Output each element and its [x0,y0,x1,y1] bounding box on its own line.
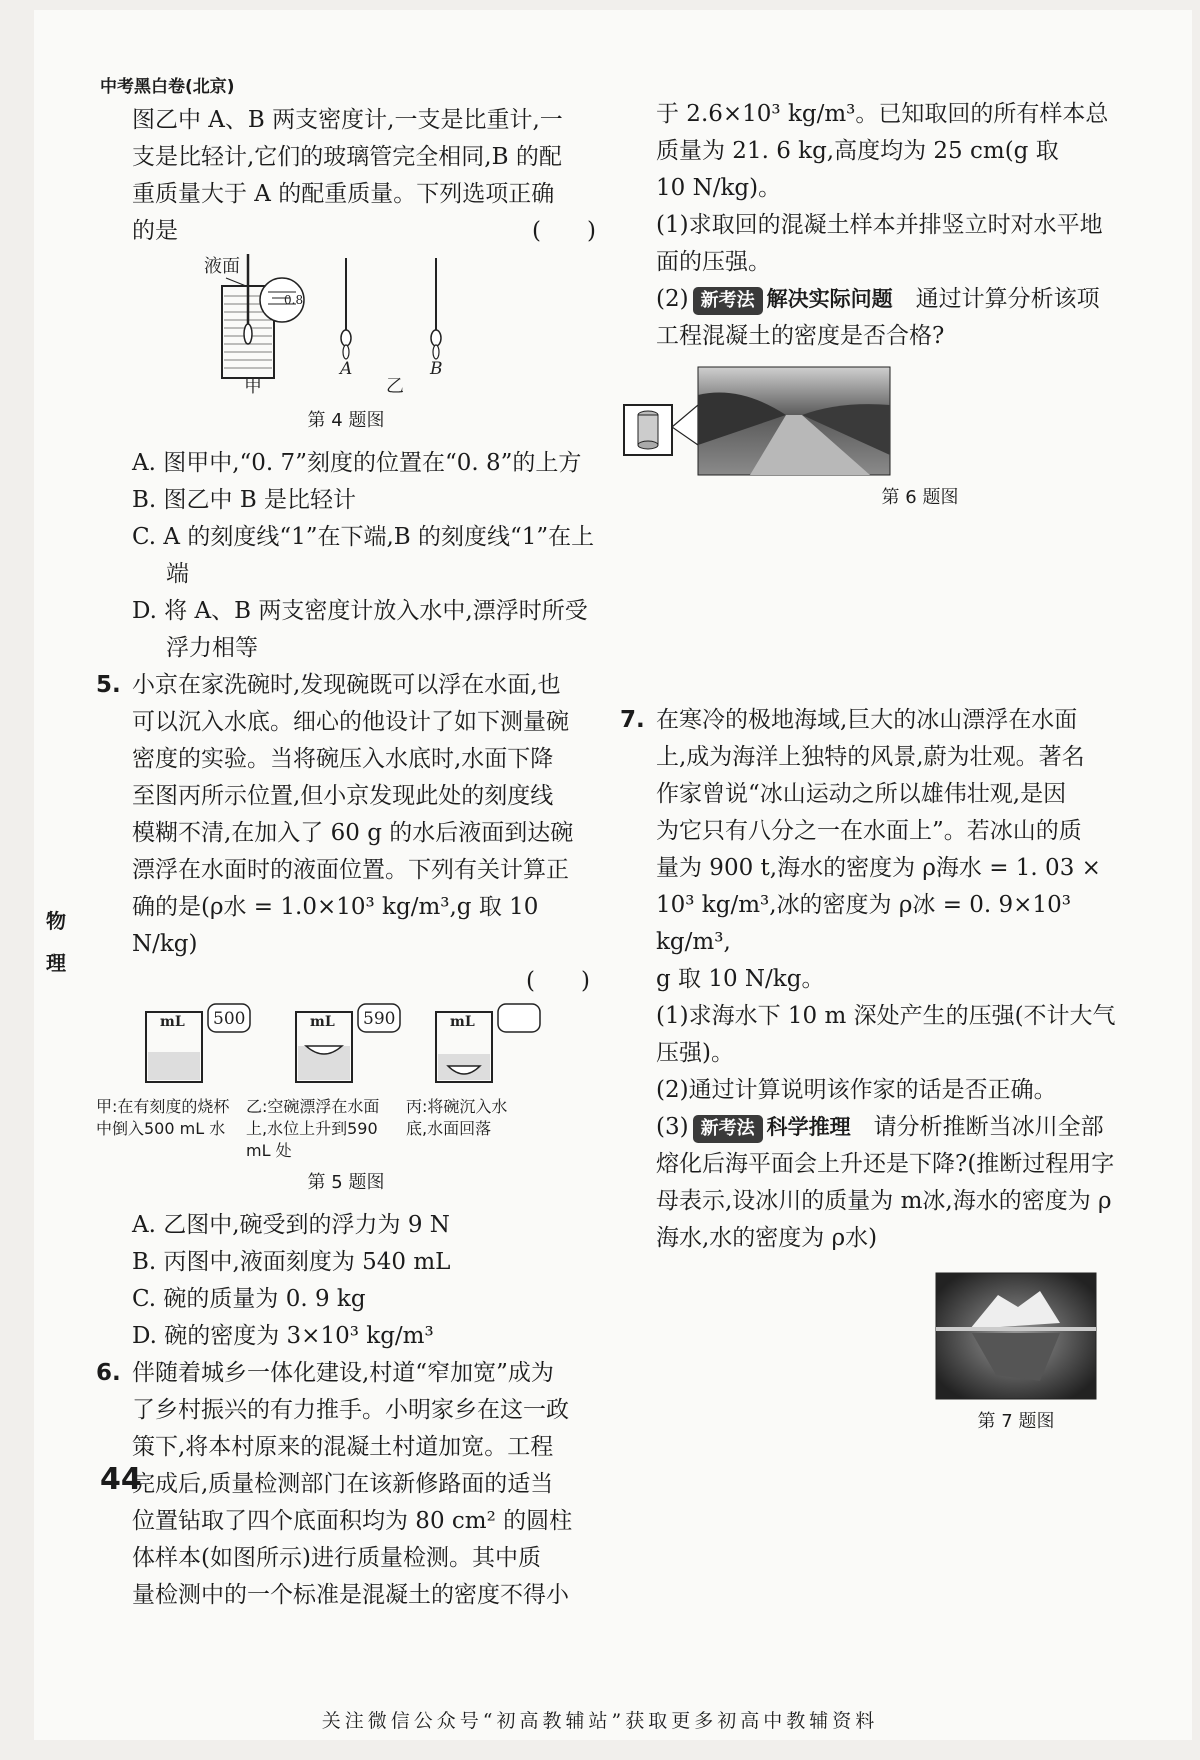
q5-stem-line: 可以沉入水底。细心的他设计了如下测量碗 [132,709,569,735]
q5-stem-first [96,667,596,704]
panel-text-jia: 甲:在有刻度的烧杯中倒入500 mL 水 [96,1097,230,1138]
q4-figure [96,250,596,400]
unit-label: mL [450,1014,475,1030]
q6-stem-line: 量检测中的一个标准是混凝土的密度不得小 [132,1582,569,1608]
q7-caption: 第 7 题图 [977,1411,1055,1432]
q6-part2-prefix: (2) [656,286,689,312]
q6-stem-line: 伴随着城乡一体化建设,村道“窄加宽”成为 [132,1360,554,1386]
q6-stem-line: 了乡村振兴的有力推手。小明家乡在这一政 [132,1397,569,1423]
side-label-bottom: 理 [46,951,66,975]
panel-text-bing: 丙:将碗沉入水底,水面回落 [406,1097,508,1138]
q5-caption: 第 5 题图 [307,1172,385,1193]
q5-option-b: B. 丙图中,液面刻度为 540 mL [132,1249,451,1275]
q7-stem-line: 上,成为海洋上独特的风景,蔚为壮观。著名 [656,744,1085,770]
q7-part3 [620,1109,1120,1257]
q7-part3-prefix: (3) [656,1114,689,1140]
q6-cont-line: 10 N/kg)。 [656,175,782,201]
q5-stem-line: 模糊不清,在加入了 60 g 的水后液面到达碗 [132,820,574,846]
q4-stem-line: 支是比轻计,它们的玻璃管完全相同,B 的配 [132,144,562,170]
q4-stem-line: 重质量大于 A 的配重质量。下列选项正确 [132,181,555,207]
beaker-yi [296,1004,400,1082]
q4-stem-last [96,213,596,250]
book-title: 中考黑白卷(北京) [100,77,235,97]
reading-jia: 500 [213,1009,246,1029]
subject-side-label [40,900,72,984]
q4-option-d: D. 将 A、B 两支密度计放入水中,漂浮时所受浮力相等 [132,598,588,661]
scale-mark-label: 0.8 [284,293,304,307]
q7-stem-line: 作家曾说“冰山运动之所以雄伟壮观,是因 [656,781,1067,807]
q7-keyword: 科学推理 [766,1115,851,1139]
q7-stem-line: 10³ kg/m³,冰的密度为 ρ冰 = 0. 9×10³ kg/m³, [656,892,1071,955]
q4-answer-bracket: ( ) [532,218,596,244]
q6-part2-text: 通过计算分析该项工程混凝土的密度是否合格? [656,286,1100,349]
right-column [620,96,1120,1446]
label-yi: 乙 [386,376,404,397]
q5-option-d: D. 碗的密度为 3×10³ kg/m³ [132,1323,434,1349]
new-method-tag: 新考法 [693,287,763,315]
q5-panel-texts [96,1096,596,1162]
beaker-jia [146,1004,250,1082]
hydrometer-a [341,330,351,346]
q6-stem-line: 完成后,质量检测部门在该新修路面的适当 [132,1471,554,1497]
label-jia: 甲 [244,376,262,397]
label-a: A [340,359,353,379]
q6-stem-line: 体样本(如图所示)进行质量检测。其中质 [132,1545,541,1571]
q5-figure [96,1000,596,1096]
footer-notice: 关注微信公众号“初高教辅站”获取更多初高中教辅资料 [321,1710,879,1732]
q6-caption: 第 6 题图 [881,487,959,508]
q5-option-c: C. 碗的质量为 0. 9 kg [132,1286,366,1312]
q5-stem-line: 至图丙所示位置,但小京发现此处的刻度线 [132,783,554,809]
q5-stem-line: 确的是(ρ水 = 1.0×10³ kg/m³,g 取 10 N/kg) [132,894,539,957]
q6-part1: (1)求取回的混凝土样本并排竖立时对水平地面的压强。 [656,212,1103,275]
q5-stem-line: 密度的实验。当将碗压入水底时,水面下降 [132,746,554,772]
q7-figure [620,1271,1120,1401]
q4-option-c: C. A 的刻度线“1”在下端,B 的刻度线“1”在上端 [132,524,595,587]
q6-keyword: 解决实际问题 [766,287,893,311]
label-b: B [430,359,443,379]
q5-answer-bracket: ( ) [526,968,590,994]
q6-cont-line: 质量为 21. 6 kg,高度均为 25 cm(g 取 [656,138,1059,164]
q7-part3-text: 请分析推断当冰川全部熔化后海平面会上升还是下降?(推断过程用字母表示,设冰川的质量为 m冰,海水的密度为 ρ海水,水的密度为 ρ水) [656,1114,1115,1251]
q5-number: 5. [96,672,121,698]
q7-stem-line: g 取 10 N/kg。 [656,966,825,992]
q6-number: 6. [96,1360,121,1386]
liquid-surface-label: 液面 [204,256,240,277]
q4-stem-line: 的是 [132,218,178,244]
q7-number: 7. [620,707,645,733]
q7-part1: (1)求海水下 10 m 深处产生的压强(不计大气压强)。 [656,1003,1116,1066]
q6-stem-line: 策下,将本村原来的混凝土村道加宽。工程 [132,1434,554,1460]
beaker-bing [436,1004,540,1082]
q6-stem-line: 位置钻取了四个底面积均为 80 cm² 的圆柱 [132,1508,573,1534]
q5-option-a: A. 乙图中,碗受到的浮力为 9 N [132,1212,450,1238]
q7-part2: (2)通过计算说明该作家的话是否正确。 [656,1077,1057,1103]
q6-figure [620,365,1120,477]
reading-yi: 590 [363,1009,396,1029]
unit-label: mL [310,1014,335,1030]
q7-stem-line: 为它只有八分之一在水面上”。若冰山的质 [656,818,1082,844]
q4-option-a: A. 图甲中,“0. 7”刻度的位置在“0. 8”的上方 [132,450,582,476]
q7-stem-first [620,702,1120,739]
q7-stem-line: 量为 900 t,海水的密度为 ρ海水 = 1. 03 × [656,855,1101,881]
hydrometer-b [431,330,441,346]
q4-caption: 第 4 题图 [307,410,385,431]
q6-stem-first [96,1355,596,1392]
unit-label: mL [160,1014,185,1030]
q5-stem-line: 漂浮在水面时的液面位置。下列有关计算正 [132,857,569,883]
q7-stem-line: 在寒冷的极地海域,巨大的冰山漂浮在水面 [656,707,1078,733]
new-method-tag: 新考法 [693,1115,763,1143]
q5-stem-line: 小京在家洗碗时,发现碗既可以浮在水面,也 [132,672,561,698]
q6-part2 [620,281,1120,355]
left-column [96,102,596,1614]
side-label-top: 物 [46,909,66,933]
panel-text-yi: 乙:空碗漂浮在水面上,水位上升到590 mL 处 [246,1097,380,1160]
q6-cont-line: 于 2.6×10³ kg/m³。已知取回的所有样本总 [656,101,1109,127]
q4-option-b: B. 图乙中 B 是比轻计 [132,487,357,513]
q4-stem-line: 图乙中 A、B 两支密度计,一支是比重计,一 [132,107,563,133]
answer-space [620,522,1120,702]
page-number: 44 [100,1462,142,1497]
